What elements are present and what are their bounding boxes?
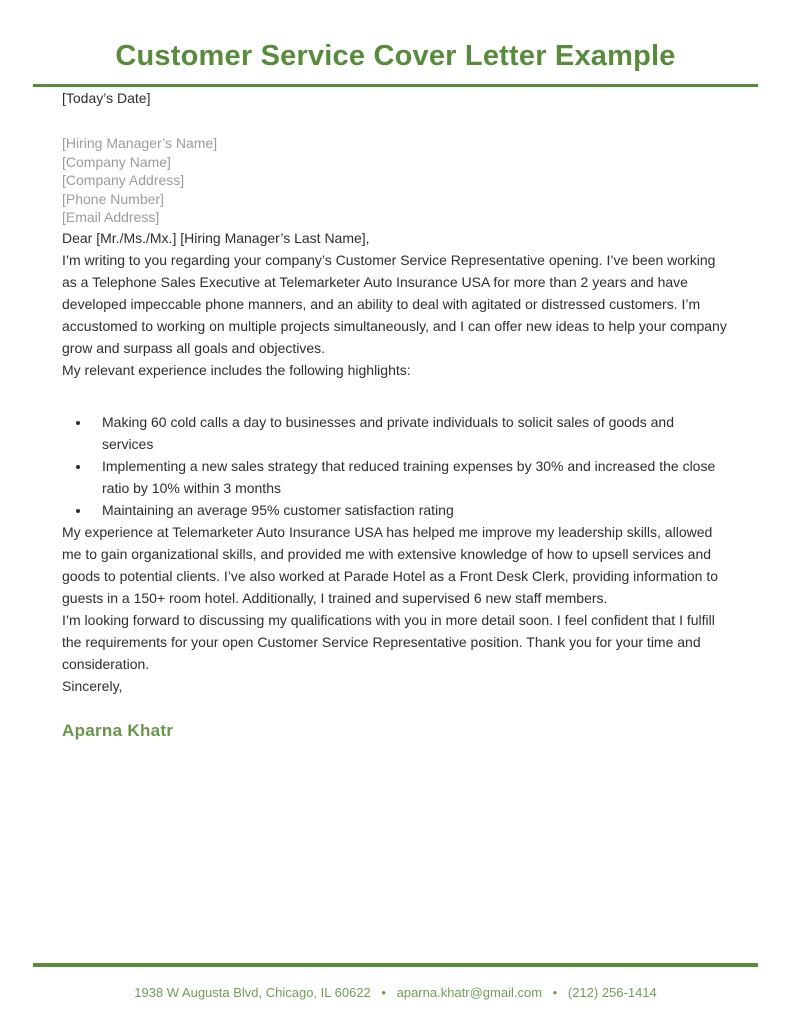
recipient-line-company-name: [Company Name]	[62, 153, 171, 170]
page-footer	[0, 963, 791, 1024]
highlights-list	[62, 411, 729, 521]
footer-contact-line	[0, 985, 791, 1000]
paragraph-closing: I’m looking forward to discussing my qualifications with you in more detail soon. I feel confident that I fulfill the requirements for your open Customer Service Representative position. Thank you for your time and consideration.	[62, 611, 715, 672]
footer-separator-dot: •	[381, 985, 386, 1000]
highlight-item-satisfaction-rating: • Maintaining an average 95% customer satisfaction rating	[91, 499, 729, 521]
salutation: Dear [Mr./Ms./Mx.] [Hiring Manager’s Last Name],	[62, 229, 370, 246]
recipient-line-hiring-manager-name: [Hiring Manager’s Name]	[62, 135, 218, 151]
letter-body	[0, 87, 791, 742]
recipient-line-email-address: [Email Address]	[62, 209, 160, 225]
recipient-block	[62, 134, 729, 227]
paragraph-intro: I’m writing to you regarding your company’s Customer Service Representative opening. I’ve been working as a Telephone Sales Executive at Telemarketer Auto Insurance USA for more than 2 years and have developed impeccable phone manners, and an ability to deal with agitated or distressed customers. I’m accustomed to working on multiple projects simultaneously, and I can offer new ideas to help your company grow and surpass all goals and objectives.	[62, 251, 727, 356]
footer-address: 1938 W Augusta Blvd, Chicago, IL 60622	[134, 985, 371, 1000]
page-title: Customer Service Cover Letter Example	[115, 40, 676, 72]
paragraph-highlights-lead: My relevant experience includes the following highlights:	[62, 361, 411, 378]
paragraph-experience: My experience at Telemarketer Auto Insurance USA has helped me improve my leadership skills, allowed me to gain organizational skills, and provided me with extensive knowledge of how to upsell services and goods to potential clients. I’ve also worked at Parade Hotel as a Front Desk Clerk, providing information to guests in a 150+ room hotel. Additionally, I trained and supervised 6 new staff members.	[62, 523, 718, 606]
signature-name: Aparna Khatr	[62, 720, 174, 740]
footer-phone: (212) 256-1414	[567, 985, 657, 1000]
footer-divider	[33, 963, 758, 967]
footer-email: aparna.khatr@gmail.com	[396, 985, 543, 1000]
date-placeholder: [Today’s Date]	[62, 90, 151, 106]
recipient-line-company-address: [Company Address]	[62, 172, 185, 188]
valediction: Sincerely,	[62, 677, 123, 694]
highlight-item-cold-calls: • Making 60 cold calls a day to businesses and private individuals to solicit sales of goods and services	[91, 411, 729, 455]
letter-header	[0, 0, 791, 87]
recipient-line-phone-number: [Phone Number]	[62, 190, 164, 207]
footer-separator-dot: •	[552, 985, 558, 1000]
highlight-item-sales-strategy: • Implementing a new sales strategy that reduced training expenses by 30% and increased the close ratio by 10% within 3 months	[91, 455, 729, 499]
